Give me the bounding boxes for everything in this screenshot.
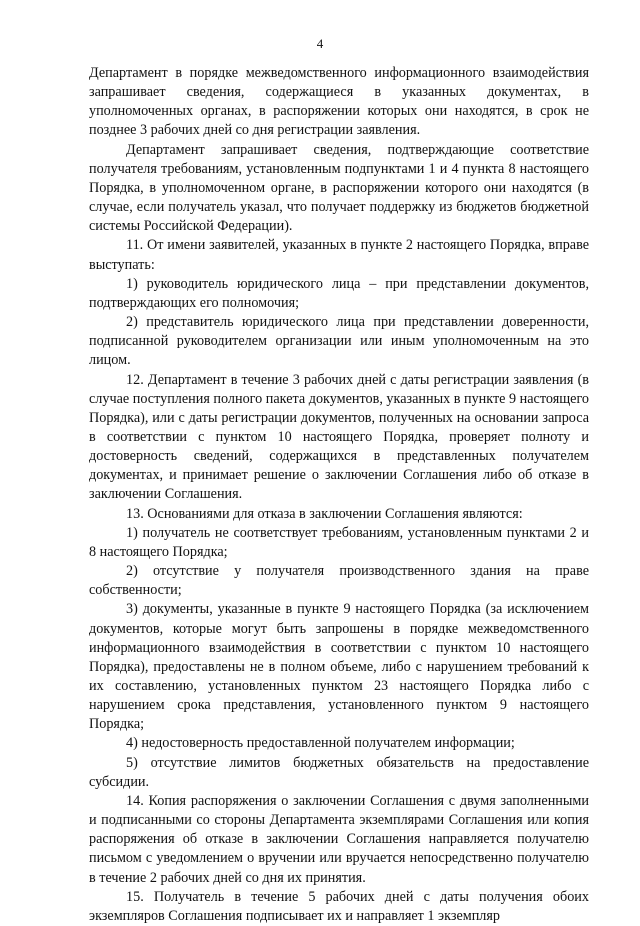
paragraph-continuation: Департамент в порядке межведомственного информационного взаимодействия запрашивает сведения, содержащиеся в указанных документах, в уполномоченных органах, в распоряжении которых они находятся, в срок не позднее 3 рабочих дней со дня регистрации заявления. <box>89 65 589 139</box>
list-item: 1) получатель не соответствует требованиям, установленным пунктами 2 и 8 настоящего Порядка; <box>89 524 589 560</box>
list-item: 3) документы, указанные в пункте 9 настоящего Порядка (за исключением документов, которые могут быть запрошены в порядке межведомственного информационного взаимодействия в соответствии с пунктом 10 настоящего Порядка), предоставлены не в полном объеме, либо с нарушением требований к их составлению, установленных пунктом 23 настоящего Порядка либо с нарушением срока представления, установленного пунктом 9 настоящего Порядка; <box>89 601 589 733</box>
list-item: 5) отсутствие лимитов бюджетных обязательств на предоставление субсидии. <box>89 754 589 790</box>
paragraph-clause-11: 11. От имени заявителей, указанных в пункте 2 настоящего Порядка, вправе выступать: <box>89 237 589 273</box>
page-number: 4 <box>316 36 324 51</box>
paragraph-clause-13: 13. Основаниями для отказа в заключении Соглашения являются: <box>126 505 523 522</box>
paragraph-clause-12: 12. Департамент в течение 3 рабочих дней с даты регистрации заявления (в случае поступления полного пакета документов, указанных в пункте 9 настоящего Порядка), или с даты регистрации документов, полученных на основании запроса в соответствии с пунктом 10 настоящего Порядка, проверяет полноту и достоверность сведений, содержащихся в представленных получателем документах, и принимает решение о заключении Соглашения либо об отказе в заключении Соглашения. <box>89 371 589 503</box>
list-item: 4) недостоверность предоставленной получателем информации; <box>126 735 515 752</box>
list-item: 2) представитель юридического лица при представлении доверенности, подписанной руководителем организации или иным уполномоченным на это лицом. <box>89 314 589 369</box>
paragraph-clause-14: 14. Копия распоряжения о заключении Соглашения с двумя заполненными и подписанными со стороны Департамента экземплярами Соглашения или копия распоряжения об отказе в заключении Соглашения направляется получателю письмом с уведомлением о вручении или вручается непосредственно получателю в течение 2 рабочих дней со дня их принятия. <box>89 792 589 886</box>
paragraph-clause-15: 15. Получатель в течение 5 рабочих дней с даты получения обоих экземпляров Соглашения подписывает их и направляет 1 экземпляр <box>89 888 589 924</box>
list-item: 2) отсутствие у получателя производственного здания на праве собственности; <box>89 563 589 599</box>
paragraph: Департамент запрашивает сведения, подтверждающие соответствие получателя требованиям, установленным подпунктами 1 и 4 пункта 8 настоящего Порядка, в уполномоченном органе, в распоряжении которого они находятся (в случае, если получатель указал, что получает поддержку из бюджетов бюджетной системы Российской Федерации). <box>89 141 589 235</box>
document-body <box>89 64 589 926</box>
list-item: 1) руководитель юридического лица – при представлении документов, подтверждающих его полномочия; <box>89 275 589 311</box>
